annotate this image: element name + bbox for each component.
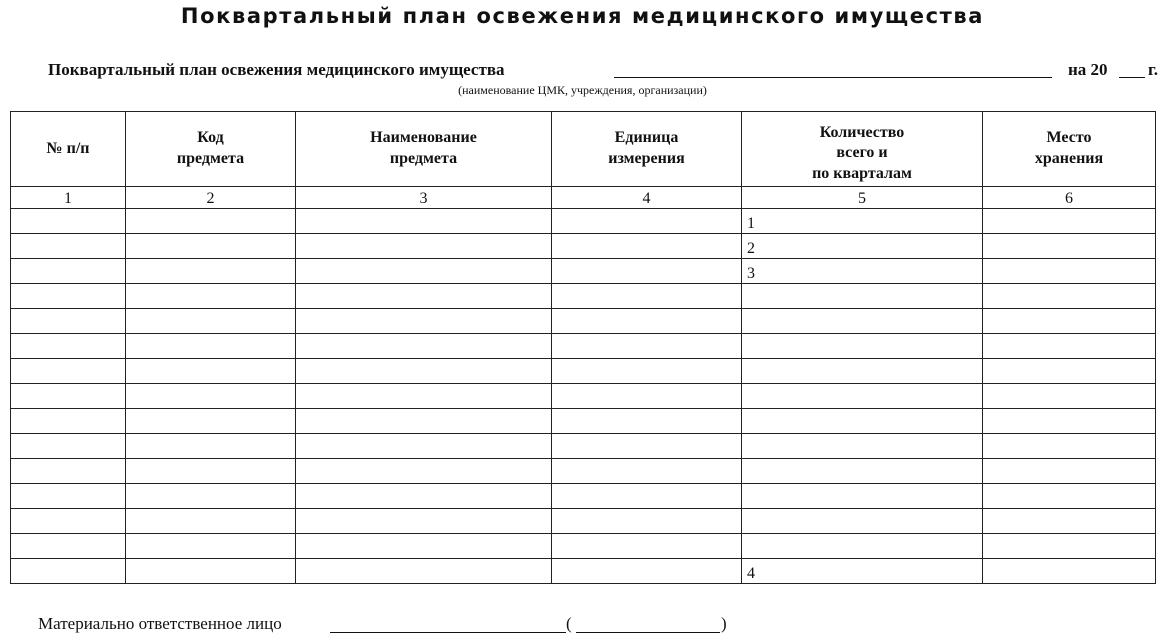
table-cell[interactable] xyxy=(552,359,742,384)
quarter-cell[interactable] xyxy=(742,359,983,384)
table-cell[interactable] xyxy=(552,384,742,409)
signature-line xyxy=(38,614,798,638)
table-cell[interactable] xyxy=(11,309,126,334)
table-cell[interactable] xyxy=(552,484,742,509)
table-cell[interactable] xyxy=(552,259,742,284)
table-cell[interactable] xyxy=(552,459,742,484)
plan-table xyxy=(10,111,1156,584)
subtitle-text: Поквартальный план освежения медицинского имущества xyxy=(48,60,505,79)
table-cell[interactable] xyxy=(11,284,126,309)
table-cell[interactable] xyxy=(126,259,296,284)
quarter-cell[interactable] xyxy=(742,384,983,409)
table-cell[interactable] xyxy=(11,459,126,484)
table-cell[interactable] xyxy=(11,209,126,234)
table-cell[interactable] xyxy=(126,334,296,359)
table-cell[interactable] xyxy=(552,209,742,234)
header-storage xyxy=(983,112,1156,187)
table-row xyxy=(11,284,1156,309)
table-cell[interactable] xyxy=(11,334,126,359)
quarter-cell[interactable]: 2 xyxy=(742,234,983,259)
table-cell[interactable] xyxy=(11,559,126,584)
table-cell[interactable] xyxy=(126,409,296,434)
table-cell[interactable] xyxy=(552,534,742,559)
table-cell[interactable] xyxy=(983,209,1156,234)
table-cell[interactable] xyxy=(11,234,126,259)
quarter-cell[interactable] xyxy=(742,409,983,434)
table-row xyxy=(11,259,1156,284)
table-cell[interactable] xyxy=(983,234,1156,259)
table-cell[interactable] xyxy=(983,434,1156,459)
table-cell[interactable] xyxy=(552,334,742,359)
table-cell[interactable] xyxy=(552,409,742,434)
table-cell[interactable] xyxy=(296,434,552,459)
header-item-code-label: Код предмета xyxy=(176,129,245,167)
table-cell[interactable] xyxy=(296,509,552,534)
table-cell[interactable] xyxy=(126,234,296,259)
table-row xyxy=(11,459,1156,484)
table-row xyxy=(11,334,1156,359)
table-cell[interactable] xyxy=(11,359,126,384)
table-row xyxy=(11,359,1156,384)
table-cell[interactable] xyxy=(983,409,1156,434)
table-cell[interactable] xyxy=(126,559,296,584)
responsible-signature-blank[interactable] xyxy=(330,632,566,633)
table-cell[interactable] xyxy=(983,309,1156,334)
table-cell[interactable] xyxy=(11,409,126,434)
table-row xyxy=(11,384,1156,409)
table-row xyxy=(11,534,1156,559)
header-item-name-label: Наименование предмета xyxy=(370,129,477,167)
table-cell[interactable] xyxy=(296,384,552,409)
header-number-label: № п/п xyxy=(46,139,90,157)
column-number: 2 xyxy=(126,187,296,209)
table-cell[interactable] xyxy=(296,459,552,484)
table-cell[interactable] xyxy=(11,534,126,559)
responsible-name-blank[interactable] xyxy=(576,632,720,633)
table-row xyxy=(11,209,1156,234)
table-cell[interactable] xyxy=(296,409,552,434)
table-cell[interactable] xyxy=(552,559,742,584)
table-cell[interactable] xyxy=(983,334,1156,359)
table-cell[interactable] xyxy=(296,484,552,509)
table-cell[interactable] xyxy=(126,484,296,509)
table-cell[interactable] xyxy=(296,259,552,284)
quarter-cell[interactable] xyxy=(742,509,983,534)
header-quantity-label: Количество всего и по кварталам xyxy=(812,123,912,183)
quarter-cell[interactable] xyxy=(742,484,983,509)
header-storage-label: Место хранения xyxy=(1034,129,1104,167)
table-cell[interactable] xyxy=(11,434,126,459)
column-number: 5 xyxy=(742,187,983,209)
year-blank-line xyxy=(1119,77,1145,78)
table-cell[interactable] xyxy=(983,459,1156,484)
table-row xyxy=(11,234,1156,259)
quarter-cell[interactable]: 1 xyxy=(742,209,983,234)
table-cell[interactable] xyxy=(126,459,296,484)
table-cell[interactable] xyxy=(296,359,552,384)
table-cell[interactable] xyxy=(552,309,742,334)
organization-blank-line xyxy=(614,77,1052,78)
quarter-cell[interactable] xyxy=(742,284,983,309)
column-number: 1 xyxy=(11,187,126,209)
year-prefix: на 20 xyxy=(1068,60,1108,79)
table-cell[interactable] xyxy=(126,209,296,234)
table-cell[interactable] xyxy=(126,359,296,384)
column-number: 6 xyxy=(983,187,1156,209)
table-row xyxy=(11,509,1156,534)
table-cell[interactable] xyxy=(126,534,296,559)
table-cell[interactable] xyxy=(11,484,126,509)
table-cell[interactable] xyxy=(296,309,552,334)
table-cell[interactable] xyxy=(552,434,742,459)
header-quantity xyxy=(742,112,983,187)
quarter-cell[interactable] xyxy=(742,334,983,359)
table-cell[interactable] xyxy=(296,534,552,559)
table-row xyxy=(11,434,1156,459)
table-cell[interactable] xyxy=(126,309,296,334)
table-cell[interactable] xyxy=(983,484,1156,509)
column-number-row xyxy=(11,187,1156,209)
table-cell[interactable] xyxy=(552,284,742,309)
header-unit xyxy=(552,112,742,187)
form-subtitle xyxy=(48,60,1159,82)
table-cell[interactable] xyxy=(296,334,552,359)
table-cell[interactable] xyxy=(983,359,1156,384)
table-cell[interactable] xyxy=(983,559,1156,584)
header-unit-label: Единица измерения xyxy=(608,129,685,167)
organization-caption: (наименование ЦМК, учреждения, организации) xyxy=(458,83,707,97)
table-cell[interactable] xyxy=(296,559,552,584)
table-row xyxy=(11,409,1156,434)
table-cell[interactable] xyxy=(983,259,1156,284)
header-item-name xyxy=(296,112,552,187)
table-cell[interactable] xyxy=(983,284,1156,309)
quarter-cell[interactable]: 3 xyxy=(742,259,983,284)
quarter-cell[interactable]: 4 xyxy=(742,559,983,584)
table-row xyxy=(11,484,1156,509)
table-cell[interactable] xyxy=(126,434,296,459)
table-cell[interactable] xyxy=(983,384,1156,409)
quarter-cell[interactable] xyxy=(742,459,983,484)
close-parenthesis: ) xyxy=(721,614,727,633)
page-title: Поквартальный план освежения медицинского имущества xyxy=(180,4,985,28)
table-cell[interactable] xyxy=(296,234,552,259)
column-number: 3 xyxy=(296,187,552,209)
table-cell[interactable] xyxy=(11,259,126,284)
table-cell[interactable] xyxy=(126,509,296,534)
table-cell[interactable] xyxy=(296,284,552,309)
table-cell[interactable] xyxy=(126,284,296,309)
open-parenthesis: ( xyxy=(566,614,572,633)
year-suffix: г. xyxy=(1148,60,1159,79)
table-cell[interactable] xyxy=(552,234,742,259)
table-cell[interactable] xyxy=(296,209,552,234)
header-item-code xyxy=(126,112,296,187)
quarter-cell[interactable] xyxy=(742,434,983,459)
table-cell[interactable] xyxy=(983,534,1156,559)
column-number: 4 xyxy=(552,187,742,209)
table-cell[interactable] xyxy=(11,384,126,409)
table-cell[interactable] xyxy=(983,509,1156,534)
header-number xyxy=(11,112,126,187)
quarter-cell[interactable] xyxy=(742,309,983,334)
table-row xyxy=(11,559,1156,584)
quarter-cell[interactable] xyxy=(742,534,983,559)
table-cell[interactable] xyxy=(552,509,742,534)
table-cell[interactable] xyxy=(11,509,126,534)
table-cell[interactable] xyxy=(126,384,296,409)
table-row xyxy=(11,309,1156,334)
responsible-person-label: Материально ответственное лицо xyxy=(38,614,282,633)
